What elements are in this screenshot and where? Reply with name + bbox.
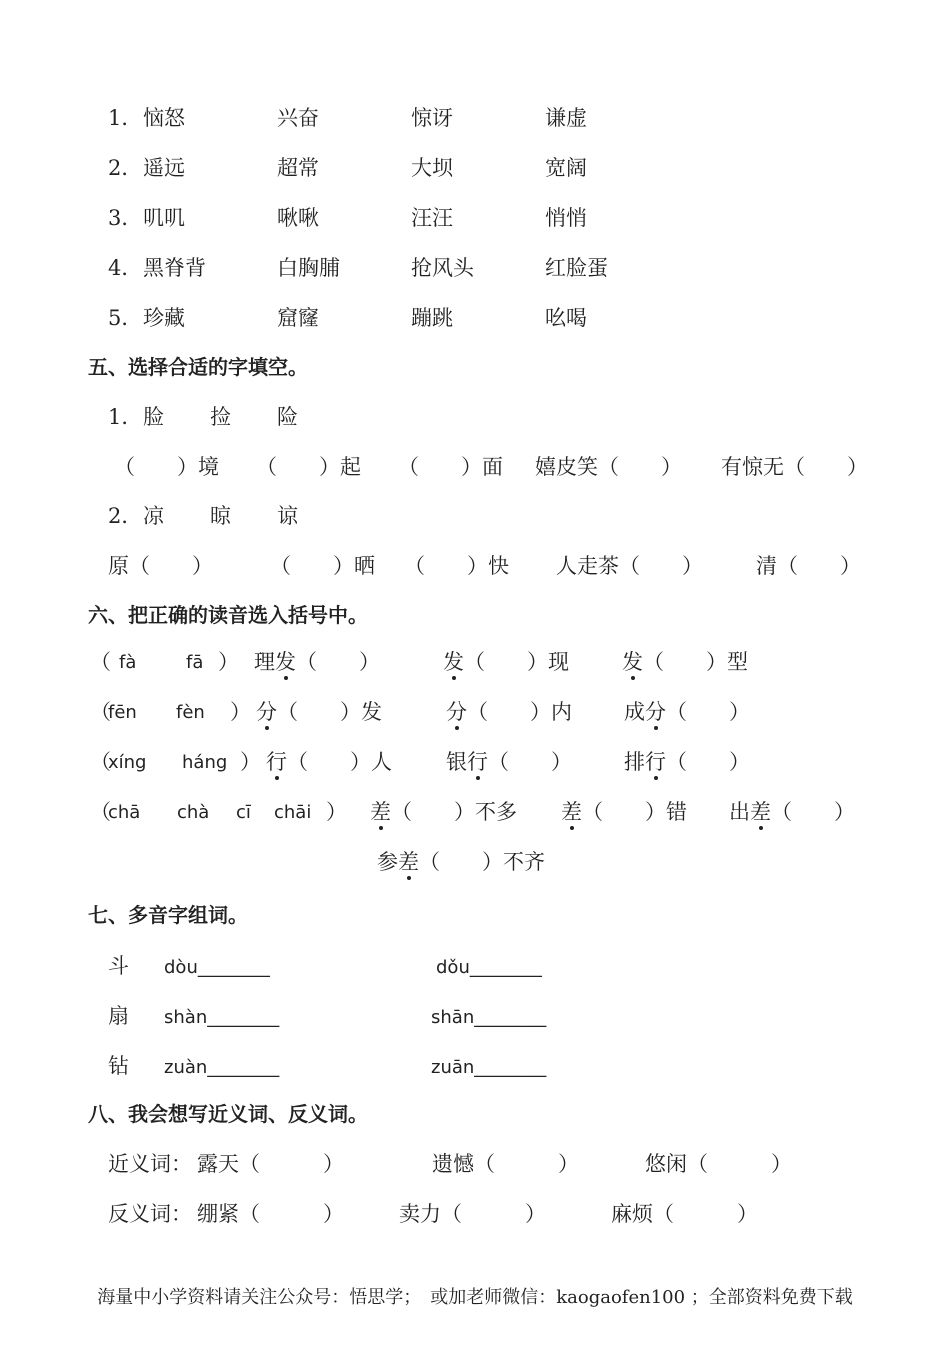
word: 白胸脯 (277, 256, 340, 280)
fill-blank[interactable]: 嬉皮笑（ ） (535, 455, 682, 479)
word: 悄悄 (545, 206, 587, 230)
choice-char: 险 (277, 405, 298, 429)
word-blank[interactable] (370, 799, 517, 825)
word-blank[interactable] (443, 649, 569, 675)
polyphone-char: 钻 (108, 1054, 129, 1078)
blank: （ ）型 (643, 650, 748, 674)
pinyin-option: xíng (108, 752, 147, 773)
blank: （ ）人 (287, 750, 392, 774)
pinyin-blank[interactable]: shān________ (431, 1007, 547, 1028)
fill-blank[interactable]: 原（ ） (108, 554, 213, 578)
word: 兴奋 (277, 106, 319, 130)
choice-char: 晾 (210, 504, 231, 528)
word-blank[interactable] (446, 699, 572, 725)
antonym-blank[interactable]: 绷紧（ ） (197, 1202, 344, 1226)
word: 抢风头 (411, 256, 474, 280)
pinyin-option: fèn (176, 702, 205, 723)
dotted-char: 发 (443, 650, 464, 674)
dotted-char: 分 (645, 700, 666, 724)
polyphone-char: 扇 (108, 1004, 129, 1028)
paren-open: （ (90, 650, 111, 674)
blank: （ ） (666, 750, 750, 774)
char: 成 (624, 700, 645, 724)
paren-close: ） (326, 800, 347, 824)
section5-title: 五、选择合适的字填空。 (88, 355, 308, 379)
word: 窟窿 (277, 306, 319, 330)
row-number: 4． (108, 256, 143, 280)
blank: （ ） (488, 750, 572, 774)
word-blank[interactable] (622, 649, 748, 675)
fill-blank[interactable]: （ ）晒 (270, 554, 375, 578)
char: 出 (729, 800, 750, 824)
synonym-label: 近义词： (108, 1152, 192, 1176)
word: 惊讶 (411, 106, 453, 130)
row-number: 1． (108, 106, 143, 130)
synonym-blank[interactable]: 遗憾（ ） (432, 1152, 579, 1176)
word-blank[interactable] (446, 749, 572, 775)
word: 叽叽 (143, 206, 185, 230)
word: 大坝 (411, 156, 453, 180)
pinyin-blank[interactable]: dòu________ (164, 957, 270, 978)
row-number: 2． (108, 156, 143, 180)
group-number: 2． (108, 504, 143, 528)
dotted-char: 差 (370, 800, 391, 824)
footer-note: 海量中小学资料请关注公众号：悟思学； 或加老师微信：kaogaofen100 ；全部资料免费下载 (97, 1287, 853, 1308)
pinyin-option: háng (182, 752, 228, 773)
word: 遥远 (143, 156, 185, 180)
pinyin-blank[interactable]: zuān________ (431, 1057, 547, 1078)
blank: （ ）发 (277, 700, 382, 724)
char: 理 (254, 650, 275, 674)
fill-blank[interactable]: （ ）境 (114, 455, 219, 479)
paren-close: ） (230, 700, 251, 724)
blank: （ ）现 (464, 650, 569, 674)
word: 恼怒 (143, 106, 185, 130)
word: 黑脊背 (143, 256, 206, 280)
polyphone-char: 斗 (108, 954, 129, 978)
char: 参 (377, 850, 398, 874)
fill-blank[interactable]: 清（ ） (756, 554, 861, 578)
word: 啾啾 (277, 206, 319, 230)
paren-close: ） (218, 650, 239, 674)
choice-char: 脸 (143, 405, 164, 429)
pinyin-blank[interactable]: dǒu________ (436, 957, 542, 978)
dotted-char: 行 (266, 750, 287, 774)
dotted-char: 差 (750, 800, 771, 824)
blank: （ ）不多 (391, 800, 517, 824)
word-blank[interactable] (624, 699, 750, 725)
blank: （ ）内 (467, 700, 572, 724)
pinyin-option: fā (186, 652, 204, 673)
dotted-char: 行 (645, 750, 666, 774)
choice-char: 捡 (210, 405, 231, 429)
paren-open: （ (90, 750, 111, 774)
word-blank[interactable] (729, 799, 855, 825)
word-blank[interactable] (256, 699, 382, 725)
row-number: 3． (108, 206, 143, 230)
fill-blank[interactable]: 人走茶（ ） (556, 554, 703, 578)
word: 红脸蛋 (545, 256, 608, 280)
blank: （ ）不齐 (419, 850, 545, 874)
dotted-char: 差 (398, 850, 419, 874)
fill-blank[interactable]: 有惊无（ ） (721, 455, 868, 479)
fill-blank[interactable]: （ ）面 (398, 455, 503, 479)
paren-close: ） (240, 750, 261, 774)
pinyin-option: fēn (108, 702, 137, 723)
word: 超常 (277, 156, 319, 180)
paren-open: （ (90, 700, 111, 724)
pinyin-option: chāi (274, 802, 312, 823)
word-blank[interactable] (254, 649, 380, 675)
antonym-label: 反义词： (108, 1202, 192, 1226)
word: 珍藏 (143, 306, 185, 330)
section7-title: 七、多音字组词。 (88, 903, 248, 927)
fill-blank[interactable]: （ ）起 (256, 455, 361, 479)
section6-title: 六、把正确的读音选入括号中。 (88, 603, 368, 627)
blank: （ ） (666, 700, 750, 724)
word: 蹦跳 (411, 306, 453, 330)
row-number: 5． (108, 306, 143, 330)
word: 宽阔 (545, 156, 587, 180)
paren-open: （ (90, 800, 111, 824)
word-blank[interactable] (266, 749, 392, 775)
dotted-char: 分 (256, 700, 277, 724)
dotted-char: 发 (622, 650, 643, 674)
pinyin-blank[interactable]: zuàn________ (164, 1057, 280, 1078)
antonym-blank[interactable]: 麻烦（ ） (611, 1202, 758, 1226)
fill-blank[interactable]: （ ）快 (404, 554, 509, 578)
pinyin-option: chā (108, 802, 141, 823)
pinyin-blank[interactable]: shàn________ (164, 1007, 280, 1028)
blank: （ ） (771, 800, 855, 824)
antonym-blank[interactable]: 卖力（ ） (399, 1202, 546, 1226)
choice-char: 凉 (143, 504, 164, 528)
word-blank[interactable] (624, 749, 750, 775)
pinyin-option: chà (177, 802, 210, 823)
synonym-blank[interactable]: 悠闲（ ） (645, 1152, 792, 1176)
dotted-char: 差 (561, 800, 582, 824)
pinyin-option: cī (236, 802, 251, 823)
word-blank[interactable] (561, 799, 687, 825)
char: 排 (624, 750, 645, 774)
word: 吆喝 (545, 306, 587, 330)
pinyin-option: fà (119, 652, 137, 673)
dotted-char: 分 (446, 700, 467, 724)
dotted-char: 行 (467, 750, 488, 774)
word: 汪汪 (411, 206, 453, 230)
dotted-char: 发 (275, 650, 296, 674)
blank: （ ）错 (582, 800, 687, 824)
char: 银 (446, 750, 467, 774)
group-number: 1． (108, 405, 143, 429)
synonym-blank[interactable]: 露天（ ） (197, 1152, 344, 1176)
word-blank[interactable] (377, 849, 545, 875)
section8-title: 八、我会想写近义词、反义词。 (88, 1102, 368, 1126)
word: 谦虚 (545, 106, 587, 130)
choice-char: 谅 (277, 504, 298, 528)
blank: （ ） (296, 650, 380, 674)
